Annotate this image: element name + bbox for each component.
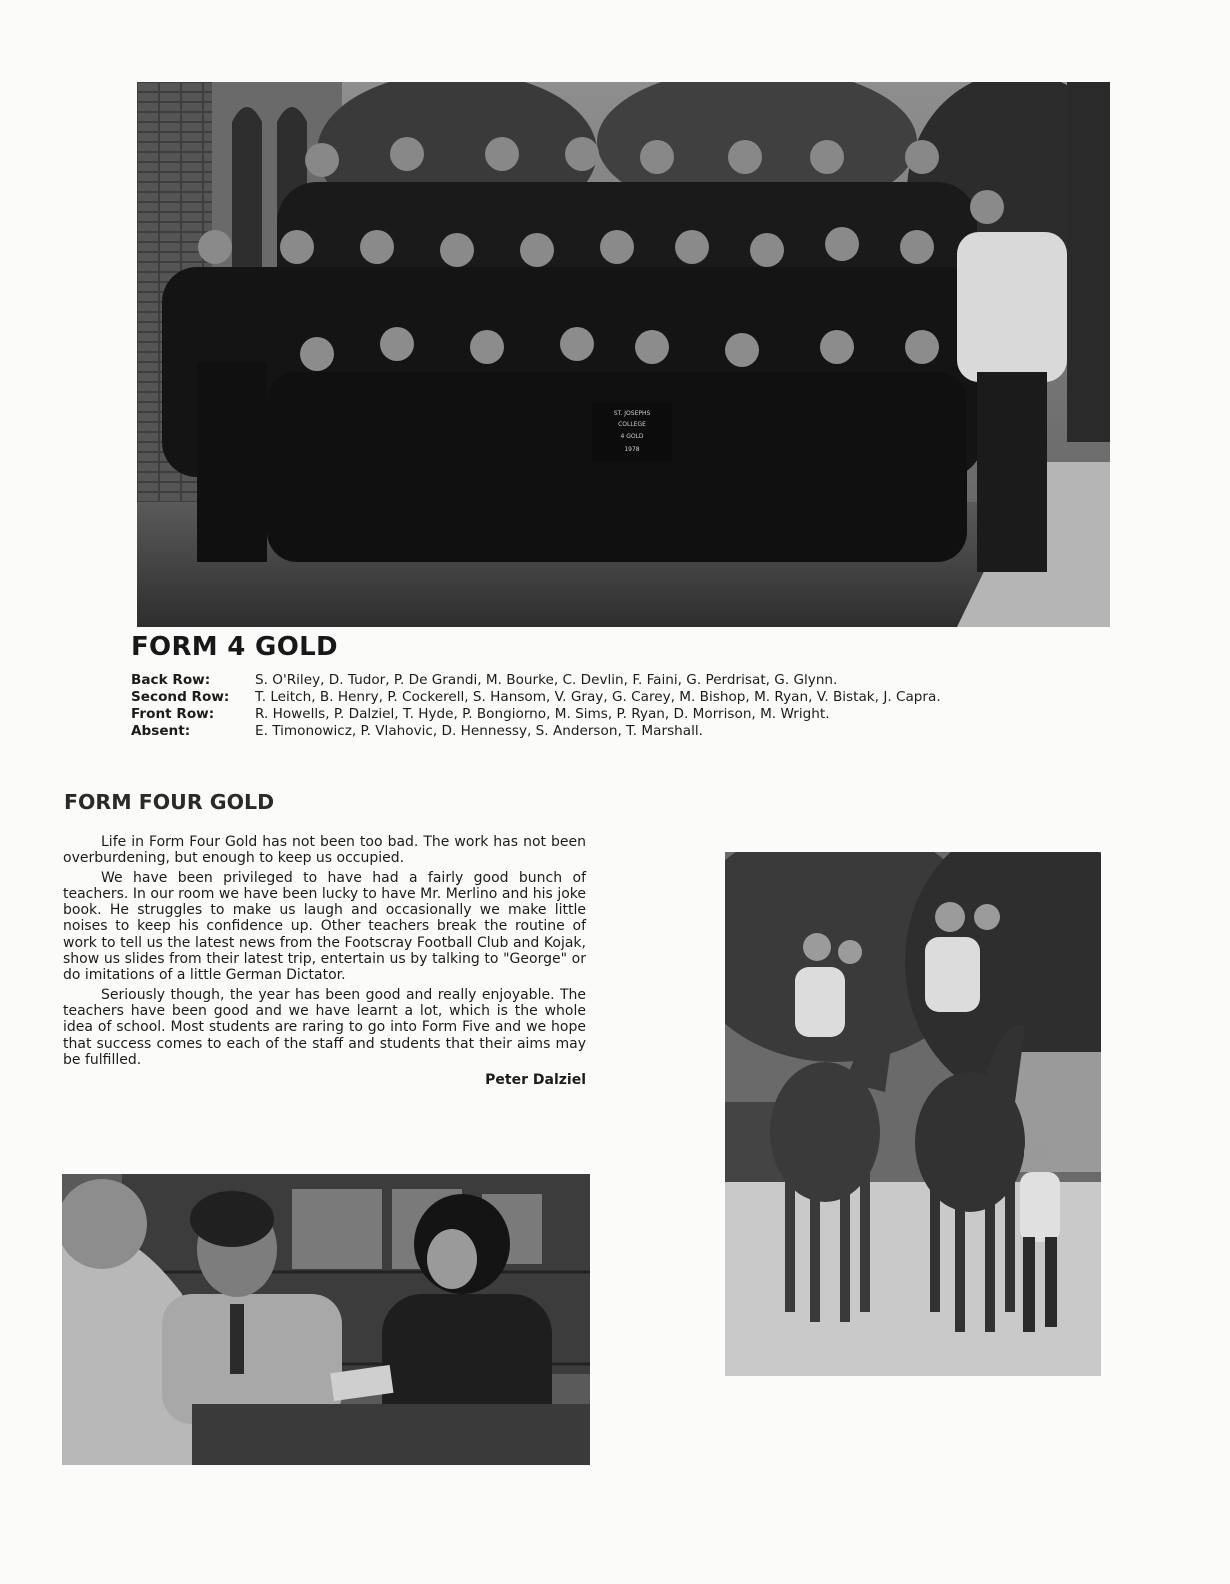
library-photo	[62, 1174, 590, 1465]
board-line-3: 4 GOLD	[620, 433, 644, 440]
front-row	[131, 706, 1131, 723]
article-title: FORM FOUR GOLD	[64, 790, 275, 814]
names-list	[131, 672, 1131, 740]
class-group-photo	[137, 82, 1110, 627]
board-line-2: COLLEGE	[618, 421, 646, 428]
camel-ride-photo	[725, 852, 1101, 1376]
article-paragraph: Life in Form Four Gold has not been too bad. The work has not been overburdening, but enough to keep us occupied.	[63, 834, 586, 867]
second-row	[131, 689, 1131, 706]
absent-row	[131, 723, 1131, 740]
row-names: S. O'Riley, D. Tudor, P. De Grandi, M. Bourke, C. Devlin, F. Faini, G. Perdrisat, G. Glynn.	[255, 672, 838, 688]
article-author: Peter Dalziel	[485, 1072, 586, 1089]
article-paragraph: Seriously though, the year has been good and really enjoyable. The teachers have been good and we have learnt a lot, which is the whole idea of school. Most students are raring to go into Form Five and we hope that success comes to each of the staff and students that their aims may be fulfilled.	[63, 986, 586, 1068]
row-label: Absent:	[131, 723, 191, 739]
row-label: Back Row:	[131, 672, 211, 688]
board-line-1: ST. JOSEPHS	[613, 410, 651, 417]
board-line-4: 1978	[624, 446, 640, 453]
article-body	[63, 834, 586, 1088]
row-names: T. Leitch, B. Henry, P. Cockerell, S. Hansom, V. Gray, G. Carey, M. Bishop, M. Ryan, V. Bistak, J. Capra.	[255, 689, 941, 705]
back-row	[131, 672, 1131, 689]
row-label: Second Row:	[131, 689, 230, 705]
form-title: FORM 4 GOLD	[131, 632, 338, 662]
article-paragraph: We have been privileged to have had a fairly good bunch of teachers. In our room we have been lucky to have Mr. Merlino and his joke book. He struggles to make us laugh and occasionally we make little noises to keep his confidence up. Other teachers break the routine of work to tell us the latest news from the Footscray Football Club and Kojak, show us slides from their latest trip, entertain us by talking to "George" or do imitations of a little German Dictator.	[63, 869, 586, 984]
row-label: Front Row:	[131, 706, 215, 722]
row-names: R. Howells, P. Dalziel, T. Hyde, P. Bongiorno, M. Sims, P. Ryan, D. Morrison, M. Wright.	[255, 706, 830, 722]
row-names: E. Timonowicz, P. Vlahovic, D. Hennessy, S. Anderson, T. Marshall.	[255, 723, 703, 739]
